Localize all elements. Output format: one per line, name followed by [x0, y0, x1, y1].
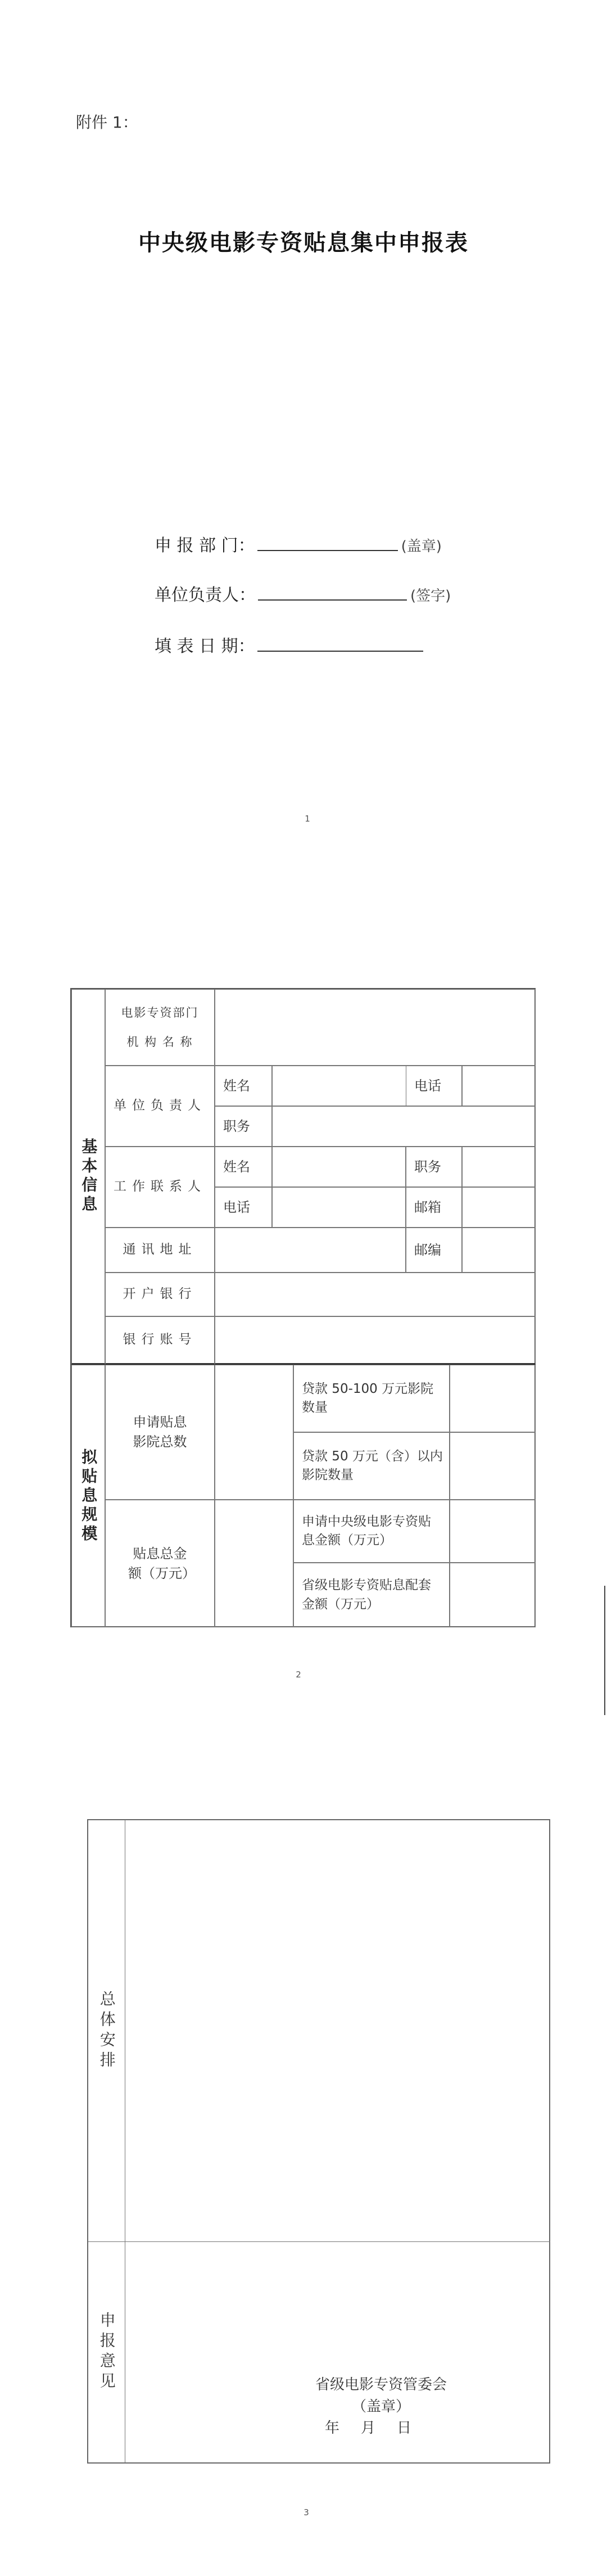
loan-50-100-value[interactable]: [450, 1365, 536, 1432]
apply-cinemas-value[interactable]: [215, 1365, 293, 1500]
dept-field[interactable]: [155, 531, 442, 556]
leader-label: 单位负责人：: [155, 585, 256, 605]
overall-content[interactable]: [125, 1820, 550, 2242]
dept-name-label-line1: 电影专资部门: [121, 1005, 199, 1019]
postcode-value[interactable]: [462, 1228, 536, 1273]
contact-name-label: 姓名: [215, 1147, 272, 1187]
attachment-label: 附件 1：: [76, 113, 138, 132]
dept-input-line[interactable]: [257, 535, 398, 551]
total-amount-label: 贴息总金额（万元）: [105, 1500, 215, 1627]
committee-name: 省级电影专资管委会: [315, 2376, 447, 2393]
page-number: 2: [296, 1670, 301, 1680]
account-label: 银行账号: [105, 1316, 215, 1365]
address-label: 通讯地址: [105, 1228, 215, 1273]
opinion-label-cell: [88, 2242, 125, 2462]
leader-sign-note: (签字): [410, 588, 451, 604]
page-title: 中央级电影专资贴息集中申报表: [138, 229, 469, 256]
loan-50-value[interactable]: [450, 1432, 536, 1500]
leader-position-value[interactable]: [272, 1106, 536, 1147]
date-field[interactable]: [155, 632, 427, 657]
contact-email-value[interactable]: [462, 1187, 536, 1228]
contact-email-label: 邮箱: [406, 1187, 462, 1228]
stamp-note: （盖章）: [351, 2398, 410, 2415]
central-amount-label: 申请中央级电影专资贴息金额（万元）: [293, 1500, 450, 1563]
dept-name-label: [105, 989, 215, 1066]
date-label: 填 表 日 期：: [155, 637, 255, 656]
bank-label: 开户银行: [105, 1273, 215, 1316]
arrangement-table: [87, 1819, 550, 2464]
unit-leader-label: 单位负责人: [105, 1066, 215, 1147]
opinion-label: 申报意见: [97, 2312, 116, 2393]
overall-label: 总体安排: [97, 1990, 116, 2072]
application-table: [70, 988, 536, 1627]
address-value[interactable]: [215, 1228, 406, 1273]
dept-stamp-note: (盖章): [401, 538, 442, 555]
contact-phone-label: 电话: [215, 1187, 272, 1228]
loan-50-label: 贷款 50 万元（含）以内影院数量: [293, 1432, 450, 1500]
leader-name-label: 姓名: [215, 1066, 272, 1106]
section-basic-info: 基本信息: [71, 989, 105, 1365]
section-subsidy-scale: 拟贴息规模: [71, 1365, 105, 1627]
total-amount-value[interactable]: [215, 1500, 293, 1627]
sign-date: 年 月 日: [324, 2420, 415, 2437]
opinion-content[interactable]: [125, 2242, 550, 2462]
leader-position-label: 职务: [215, 1106, 272, 1147]
date-input-line[interactable]: [257, 636, 423, 652]
overall-label-cell: [88, 1820, 125, 2242]
loan-50-100-label: 贷款 50-100 万元影院数量: [293, 1365, 450, 1432]
province-amount-value[interactable]: [450, 1563, 536, 1627]
province-amount-label: 省级电影专资贴息配套金额（万元）: [293, 1563, 450, 1627]
scan-edge-mark: [604, 1586, 605, 1715]
apply-cinemas-label: 申请贴息影院总数: [105, 1365, 215, 1500]
leader-phone-value[interactable]: [462, 1066, 536, 1106]
page-number: 3: [304, 2507, 309, 2518]
leader-input-line[interactable]: [258, 585, 407, 601]
dept-name-label-line2: 机 构 名 称: [126, 1035, 193, 1049]
contact-position-value[interactable]: [462, 1147, 536, 1187]
contact-name-value[interactable]: [272, 1147, 406, 1187]
page-number: 1: [305, 814, 310, 824]
leader-phone-label: 电话: [406, 1066, 462, 1106]
contact-phone-value[interactable]: [272, 1187, 406, 1228]
work-contact-label: 工作联系人: [105, 1147, 215, 1228]
central-amount-value[interactable]: [450, 1500, 536, 1563]
postcode-label: 邮编: [406, 1228, 462, 1273]
bank-value[interactable]: [215, 1273, 536, 1316]
contact-position-label: 职务: [406, 1147, 462, 1187]
leader-field[interactable]: [155, 581, 451, 606]
dept-label: 申 报 部 门：: [155, 536, 255, 556]
account-value[interactable]: [215, 1316, 536, 1365]
dept-name-value[interactable]: [215, 989, 536, 1066]
